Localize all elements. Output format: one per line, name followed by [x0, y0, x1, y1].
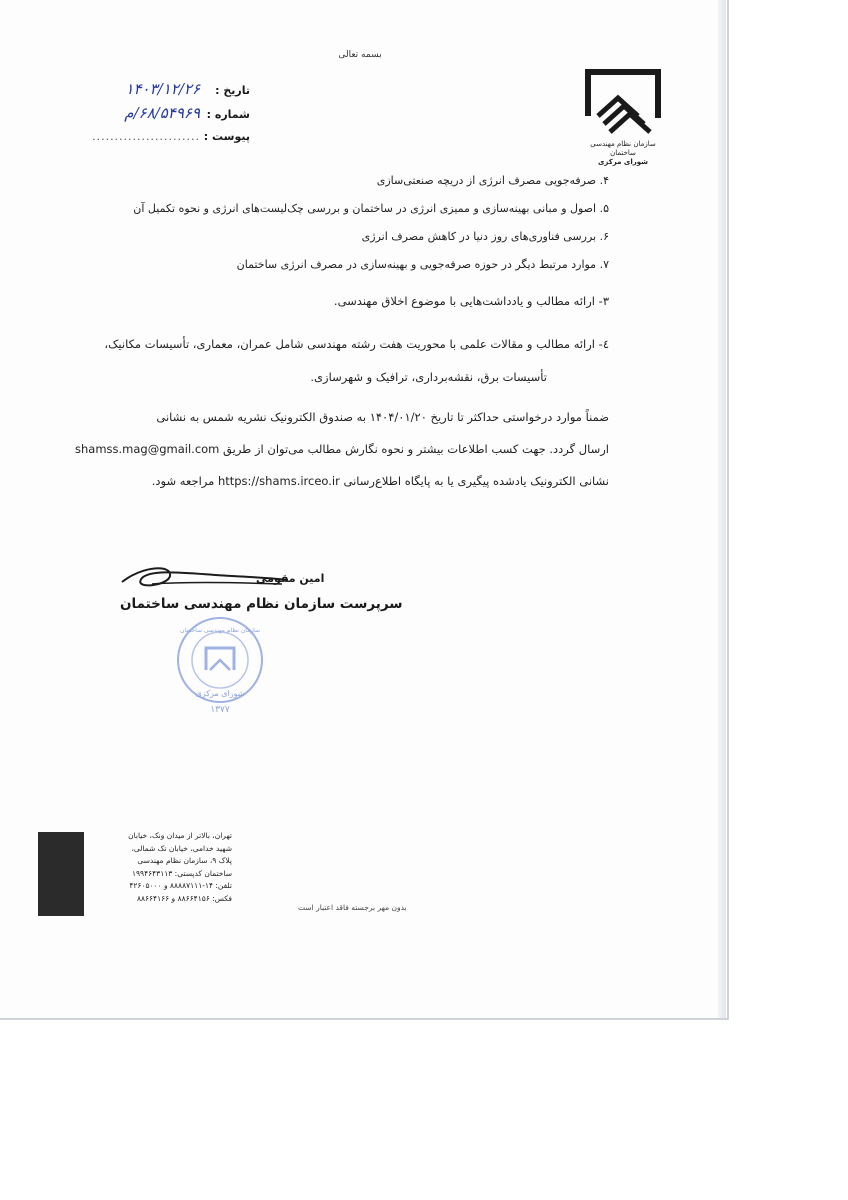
page-edge-shadow: [718, 0, 726, 1018]
date-row: [60, 78, 250, 102]
footer-validity-note: بدون مهر برجسته فاقد اعتبار است: [298, 903, 407, 912]
basmala: بسمه تعالی: [338, 50, 382, 60]
organization-logo: [580, 66, 666, 167]
address-line: تلفن: ۱۴-۸۸۸۸۷۱۱۱ و ۴۲۶۰۵۰۰۰: [129, 881, 232, 890]
closing-line3: نشانی الکترونیک یادشده پیگیری یا به پایگاه اطلاع‌رسانی https://shams.irceo.ir مراجعه شود.: [151, 474, 609, 488]
logo-caption-line2: شورای مرکزی: [597, 158, 649, 166]
attachment-value: ........................: [92, 130, 200, 143]
date-label: تاریخ :: [215, 84, 250, 97]
number-value: ۶۸/۵۴۹۶۹/م: [124, 104, 200, 122]
signatory-name: امین مقومی: [256, 572, 325, 585]
closing-line2: shamss.mag@gmail.com ارسال گردد. جهت کسب اطلاعات بیشتر و نحوه نگارش مطالب می‌توان از طریق: [75, 442, 609, 456]
section-3: ۳- ارائه مطالب و یادداشت‌هایی با موضوع اخلاق مهندسی.: [333, 294, 609, 308]
letter-meta: [60, 78, 250, 148]
address-line: شهید خدامی، خیابان تک شمالی،: [131, 843, 232, 853]
signatory-title: سرپرست سازمان نظام مهندسی ساختمان: [120, 596, 403, 612]
section-4-line2: تأسیسات برق، نقشه‌برداری، ترافیک و شهرسازی.: [310, 370, 547, 384]
closing-line1: ضمناً موارد درخواستی حداکثر تا تاریخ ۱۴۰۴/۰۱/۲۰ به صندوق الکترونیک نشریه شمس به نشانی: [156, 410, 609, 424]
topic-item: ۷. موارد مرتبط دیگر در حوزه صرفه‌جویی و بهینه‌سازی در مصرف انرژی ساختمان: [236, 258, 609, 271]
logo-caption: [580, 140, 666, 167]
topic-item: ۴. صرفه‌جویی مصرف انرژی از دریچه صنعتی‌سازی: [376, 174, 609, 187]
address-line: فکس: ۸۸۶۶۴۱۵۶ و ۸۸۶۶۴۱۶۶: [136, 893, 232, 903]
section-4-line1: ٤- ارائه مطالب و مقالات علمی با محوریت هفت رشته مهندسی شامل عمران، معماری، تأسیسات مکانیک،: [104, 337, 609, 351]
official-stamp-icon: [172, 608, 268, 718]
footer-address: [92, 830, 232, 905]
building-logo-icon: [580, 66, 666, 138]
footer-dark-block: [38, 832, 84, 916]
address-line: پلاک ۹، سازمان نظام مهندسی: [137, 856, 232, 865]
stamp-text-top: سازمان نظام مهندسی ساختمان: [179, 627, 261, 634]
address-line: ساختمان کدپستی: ۱۹۹۴۶۴۳۱۱۳: [132, 868, 232, 878]
number-label: شماره :: [206, 108, 250, 121]
number-row: [60, 102, 250, 126]
logo-caption-line1: سازمان نظام مهندسی ساختمان: [590, 140, 656, 157]
attachment-label: پیوست :: [203, 130, 250, 143]
date-value: ۱۴۰۳/۱۲/۲۶: [125, 80, 200, 98]
topic-item: ۶. بررسی فناوری‌های روز دنیا در کاهش مصرف انرژی: [361, 230, 609, 243]
topic-item: ۵. اصول و مبانی بهینه‌سازی و ممیزی انرژی در ساختمان و بررسی چک‌لیست‌های انرژی و نحوه تکمیل آن: [133, 202, 609, 215]
attachment-row: [60, 126, 250, 148]
stamp-year: ۱۳۷۷: [210, 705, 230, 715]
stamp-text-bottom: شورای مرکزی: [195, 689, 245, 698]
address-line: تهران، بالاتر از میدان ونک، خیابان: [128, 831, 232, 840]
